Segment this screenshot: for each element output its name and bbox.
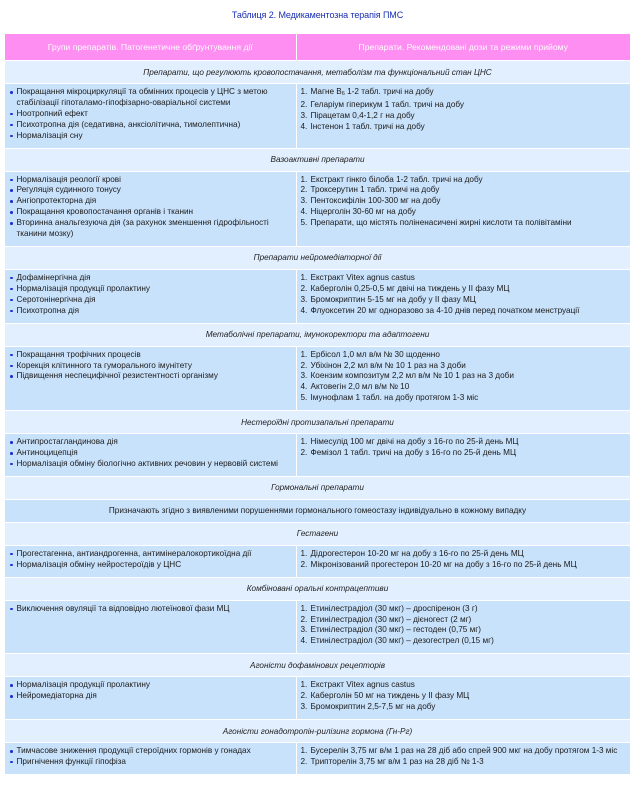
bullet-icon	[10, 441, 13, 444]
effects-cell	[5, 269, 296, 323]
effect-item	[9, 284, 292, 295]
bullet-icon	[10, 211, 13, 214]
effect-item	[9, 604, 292, 615]
drug-text: Бромокриптин 2,5-7,5 мг на добу	[310, 702, 436, 712]
drug-item	[301, 636, 627, 647]
bullet-icon	[10, 179, 13, 182]
bullet-icon	[10, 750, 13, 753]
effect-text: Виключення овуляції та відповідно лютеїнової фази МЦ	[16, 603, 230, 613]
drug-text: Ербісол 1,0 мл в/м № 30 щоденно	[310, 349, 440, 359]
effect-text: Ангіопротекторна дія	[16, 196, 97, 206]
drug-text: Каберголін 0,25-0,5 мг двічі на тиждень у II фазу МЦ	[310, 283, 510, 293]
drug-text: Екстракт Vitex agnus castus	[310, 680, 415, 690]
drug-number: 3.	[300, 625, 308, 635]
effect-item	[9, 196, 292, 207]
drug-number: 4.	[300, 305, 308, 315]
drug-item	[301, 604, 627, 615]
drugs-cell	[296, 346, 630, 411]
section-note-row	[5, 499, 630, 522]
drug-item	[301, 382, 627, 393]
drug-item	[301, 361, 627, 372]
effect-text: Нормалізація продукції пролактину	[16, 680, 150, 690]
bullet-icon	[10, 684, 13, 687]
drug-text: Етинілестрадіол (30 мкг) – дезогестрел (0,15 мг)	[310, 636, 494, 646]
section-header-row	[5, 522, 630, 545]
drug-number: 3.	[300, 196, 308, 206]
drug-item	[301, 175, 627, 186]
drug-number: 4.	[300, 636, 308, 646]
drug-item	[301, 757, 627, 768]
drug-text: Магне $B_6$ 1-2 табл. тричі на добу	[310, 87, 434, 97]
drug-number: 1.	[300, 87, 308, 96]
effect-text: Психотропна дія (седативна, анксіолітична, тимолептична)	[16, 119, 241, 129]
section-title: Агоністи гонадотропін-рилізинг гормона (Гн-Рг)	[5, 720, 630, 743]
table-row	[5, 269, 630, 323]
bullet-icon	[10, 222, 13, 225]
drug-text: Бусерелін 3,75 мг в/м 1 раз на 28 діб або спрей 900 мкг на добу протягом 1-3 міс	[310, 746, 618, 755]
drug-item	[301, 702, 627, 713]
effect-item	[9, 109, 292, 120]
drug-item	[301, 218, 627, 229]
effects-cell	[5, 84, 296, 149]
effect-text: Антипростагландинова дія	[16, 437, 118, 447]
bullet-icon	[10, 124, 13, 127]
effect-item	[9, 87, 292, 109]
section-header-row	[5, 577, 630, 600]
section-title: Вазоактивні препарати	[5, 148, 630, 171]
effect-text: Серотонінергічна дія	[16, 294, 96, 304]
drug-number: 2.	[300, 360, 308, 370]
drug-text: Етинілестрадіол (30 мкг) – дієногест (2 мг)	[310, 614, 472, 624]
drug-text: Геларіум гіперикум 1 табл. тричі на добу	[310, 99, 464, 109]
section-header-row	[5, 246, 630, 269]
drug-item	[301, 306, 627, 317]
drugs-cell	[296, 269, 630, 323]
therapy-table	[5, 34, 630, 775]
drug-item	[301, 122, 627, 133]
effect-item	[9, 560, 292, 571]
drug-number: 2.	[300, 448, 308, 458]
drug-item	[301, 100, 627, 111]
table-row	[5, 84, 630, 149]
section-header-row	[5, 476, 630, 499]
drug-text: Трипторелін 3,75 мг в/м 1 раз на 28 діб № 1-3	[310, 756, 484, 766]
effect-item	[9, 218, 292, 240]
drug-item	[301, 615, 627, 626]
drug-text: Німесулід 100 мг двічі на добу з 16-го по 25-й день МЦ	[310, 437, 519, 447]
effect-text: Регуляція судинного тонусу	[16, 185, 121, 195]
section-title: Комбіновані оральні контрацептиви	[5, 577, 630, 600]
section-header-row	[5, 654, 630, 677]
drug-item	[301, 185, 627, 196]
drug-number: 1.	[300, 437, 308, 447]
drug-text: Ніцерголін 30-60 мг на добу	[310, 207, 416, 217]
drug-item	[301, 691, 627, 702]
effect-text: Нормалізація продукції пролактину	[16, 283, 150, 293]
drug-text: Коензим композитум 2,2 мл в/м № 10 1 раз на 3 доби	[310, 371, 514, 381]
drug-number: 2.	[300, 99, 308, 109]
effect-item	[9, 680, 292, 691]
bullet-icon	[10, 761, 13, 764]
effect-item	[9, 746, 292, 757]
header-groups: Групи препаратів. Патогенетичне обґрунтування дії	[5, 34, 296, 61]
effects-cell	[5, 434, 296, 477]
bullet-icon	[10, 695, 13, 698]
bullet-icon	[10, 135, 13, 138]
drug-number: 2.	[300, 185, 308, 195]
section-title: Метаболічні препарати, імунокоректори та адаптогени	[5, 323, 630, 346]
section-header-row	[5, 720, 630, 743]
effect-item	[9, 549, 292, 560]
bullet-icon	[10, 277, 13, 280]
drug-number: 2.	[300, 614, 308, 624]
effect-text: Нормалізація обміну нейростероїдів у ЦНС	[16, 559, 182, 569]
drug-number: 1.	[300, 603, 308, 613]
drug-text: Актовегін 2,0 мл в/м № 10	[310, 382, 410, 392]
drug-number: 1.	[300, 272, 308, 282]
drug-item	[301, 284, 627, 295]
drug-text: Фемізол 1 табл. тричі на добу з 16-го по 25-й день МЦ	[310, 448, 517, 458]
drug-number: 2.	[300, 756, 308, 766]
table-row	[5, 677, 630, 720]
section-note: Призначають згідно з виявленими порушеннями гормонального гомеостазу індивідуально в кожному випадку	[5, 499, 630, 522]
effect-item	[9, 448, 292, 459]
drug-number: 1.	[300, 746, 308, 755]
effect-item	[9, 306, 292, 317]
effect-item	[9, 350, 292, 361]
drug-text: Флуоксетин 20 мг одноразово за 4-10 днів перед початком менструації	[310, 305, 580, 315]
effect-item	[9, 207, 292, 218]
section-title: Агоністи дофамінових рецепторів	[5, 654, 630, 677]
drug-number: 3.	[300, 294, 308, 304]
drug-number: 5.	[300, 393, 308, 403]
bullet-icon	[10, 463, 13, 466]
bullet-icon	[10, 189, 13, 192]
drug-text: Пентоксифілін 100-300 мг на добу	[310, 196, 441, 206]
effect-text: Покращання трофічних процесів	[16, 349, 141, 359]
effect-text: Ноотропний ефект	[16, 108, 88, 118]
drug-item	[301, 87, 627, 100]
drug-text: Пірацетам 0,4-1,2 г на добу	[310, 110, 415, 120]
table-caption: Таблиця 2. Медикаментозна терапія ПМС	[231, 10, 404, 20]
drug-item	[301, 350, 627, 361]
effect-text: Психотропна дія	[16, 305, 80, 315]
section-title: Нестероїдні протизапальні препарати	[5, 411, 630, 434]
drugs-cell	[296, 743, 630, 775]
bullet-icon	[10, 354, 13, 357]
drug-item	[301, 111, 627, 122]
bullet-icon	[10, 299, 13, 302]
effects-cell	[5, 545, 296, 577]
header-drugs: Препарати. Рекомендовані дози та режими прийому	[296, 34, 630, 61]
drug-item	[301, 295, 627, 306]
subscript: 6	[341, 91, 345, 97]
drug-number: 4.	[300, 382, 308, 392]
drugs-cell	[296, 545, 630, 577]
effects-cell	[5, 600, 296, 654]
table-row	[5, 545, 630, 577]
effect-text: Дофамінергічна дія	[16, 272, 91, 282]
drug-text: Препарати, що містять поліненасичені жирні кислоти та полівітаміни	[310, 218, 572, 228]
drug-item	[301, 273, 627, 284]
effect-text: Корекція клітинного та гуморального імунітету	[16, 360, 192, 370]
effect-item	[9, 175, 292, 186]
effect-item	[9, 691, 292, 702]
drug-number: 3.	[300, 371, 308, 381]
effect-item	[9, 295, 292, 306]
effect-text: Тимчасове зниження продукції стероїдних гормонів у гонадах	[16, 746, 251, 755]
drug-item	[301, 549, 627, 560]
table-row	[5, 434, 630, 477]
effects-cell	[5, 743, 296, 775]
effect-text: Підвищення неспецифічної резистентності організму	[16, 371, 218, 381]
drug-item	[301, 625, 627, 636]
drug-item	[301, 680, 627, 691]
drug-number: 4.	[300, 121, 308, 131]
section-header-row	[5, 148, 630, 171]
section-header-row	[5, 411, 630, 434]
drug-number: 4.	[300, 207, 308, 217]
drug-item	[301, 196, 627, 207]
effect-text: Нормалізація сну	[16, 130, 83, 140]
bullet-icon	[10, 608, 13, 611]
table-row	[5, 743, 630, 775]
section-title: Препарати нейромедіаторної дії	[5, 246, 630, 269]
drug-text: Екстракт гінкго білоба 1-2 табл. тричі на добу	[310, 174, 483, 184]
drug-number: 3.	[300, 110, 308, 120]
drug-number: 2.	[300, 559, 308, 569]
drug-item	[301, 560, 627, 571]
section-title: Гормональні препарати	[5, 476, 630, 499]
bullet-icon	[10, 553, 13, 556]
effect-text: Покращання кровопостачання органів і тканин	[16, 207, 194, 217]
drug-text: Етинілестрадіол (30 мкг) – гестоден (0,75 мг)	[310, 625, 481, 635]
section-title: Препарати, що регулюють кровопостачання, метаболізм та функціональний стан ЦНС	[5, 61, 630, 84]
effect-item	[9, 131, 292, 142]
drug-text: Каберголін 50 мг на тиждень у II фазу МЦ	[310, 691, 470, 701]
bullet-icon	[10, 288, 13, 291]
table-body	[5, 61, 630, 775]
bullet-icon	[10, 564, 13, 567]
drug-text: Інстенон 1 табл. тричі на добу	[310, 121, 425, 131]
drug-number: 2.	[300, 283, 308, 293]
drug-number: 2.	[300, 691, 308, 701]
drugs-cell	[296, 677, 630, 720]
bullet-icon	[10, 113, 13, 116]
drug-text: Мікронізований прогестерон 10-20 мг на добу з 16-го по 25-й день МЦ	[310, 559, 577, 569]
effect-item	[9, 273, 292, 284]
effect-text: Нейромедіаторна дія	[16, 691, 97, 701]
drug-text: Дідрогестерон 10-20 мг на добу з 16-го по 25-й день МЦ	[310, 548, 524, 558]
bullet-icon	[10, 91, 13, 94]
drug-text: Етинілестрадіол (30 мкг) – дроспіренон (3 г)	[310, 603, 478, 613]
bullet-icon	[10, 200, 13, 203]
drug-number: 1.	[300, 349, 308, 359]
drug-item	[301, 746, 627, 757]
effect-text: Нормалізація обміну біологічно активних речовин у нервовій системі	[16, 458, 278, 468]
effect-item	[9, 459, 292, 470]
bullet-icon	[10, 310, 13, 313]
effect-item	[9, 371, 292, 382]
effect-text: Покращання мікроциркуляції та обмінних процесів у ЦНС з метою стабілізації гіпоталамо-гіпофізарно-оваріальної системи	[16, 87, 268, 107]
drug-text: Бромокриптин 5-15 мг на добу у II фазу МЦ	[310, 294, 476, 304]
drug-text: Убіхінон 2,2 мл в/м № 10 1 раз на 3 доби	[310, 360, 466, 370]
bullet-icon	[10, 452, 13, 455]
effect-text: Антиноцицепція	[16, 448, 78, 458]
section-header-row	[5, 61, 630, 84]
drug-text: Імунофлам 1 табл. на добу протягом 1-3 міс	[310, 393, 479, 403]
drug-item	[301, 393, 627, 404]
effect-item	[9, 120, 292, 131]
drug-item	[301, 448, 627, 459]
effects-cell	[5, 677, 296, 720]
effect-text: Пригнічення функції гіпофіза	[16, 756, 126, 766]
drug-item	[301, 437, 627, 448]
effect-item	[9, 185, 292, 196]
drug-item	[301, 207, 627, 218]
drug-item	[301, 371, 627, 382]
table-row	[5, 346, 630, 411]
section-header-row	[5, 323, 630, 346]
table-header-row	[5, 34, 630, 61]
effect-text: Вторинна анальгезуюча дія (за рахунок зменшення гідрофільності тканини мозку)	[16, 218, 269, 239]
effects-cell	[5, 346, 296, 411]
drug-number: 1.	[300, 548, 308, 558]
bullet-icon	[10, 365, 13, 368]
drugs-cell	[296, 600, 630, 654]
drugs-cell	[296, 171, 630, 246]
drug-number: 3.	[300, 702, 308, 712]
drug-number: 1.	[300, 680, 308, 690]
drugs-cell	[296, 84, 630, 149]
effect-item	[9, 437, 292, 448]
drug-text: Троксерутин 1 табл. тричі на добу	[310, 185, 440, 195]
drug-number: 1.	[300, 174, 308, 184]
table-row	[5, 600, 630, 654]
effects-cell	[5, 171, 296, 246]
effect-text: Нормалізація реології крові	[16, 174, 121, 184]
drug-number: 5.	[300, 218, 308, 228]
section-title: Гестагени	[5, 522, 630, 545]
bullet-icon	[10, 375, 13, 378]
effect-item	[9, 757, 292, 768]
drug-text: Екстракт Vitex agnus castus	[310, 272, 415, 282]
drugs-cell	[296, 434, 630, 477]
effect-item	[9, 361, 292, 372]
effect-text: Прогестагенна, антиандрогенна, антимінералокортикоїдна дії	[16, 548, 252, 558]
table-row	[5, 171, 630, 246]
